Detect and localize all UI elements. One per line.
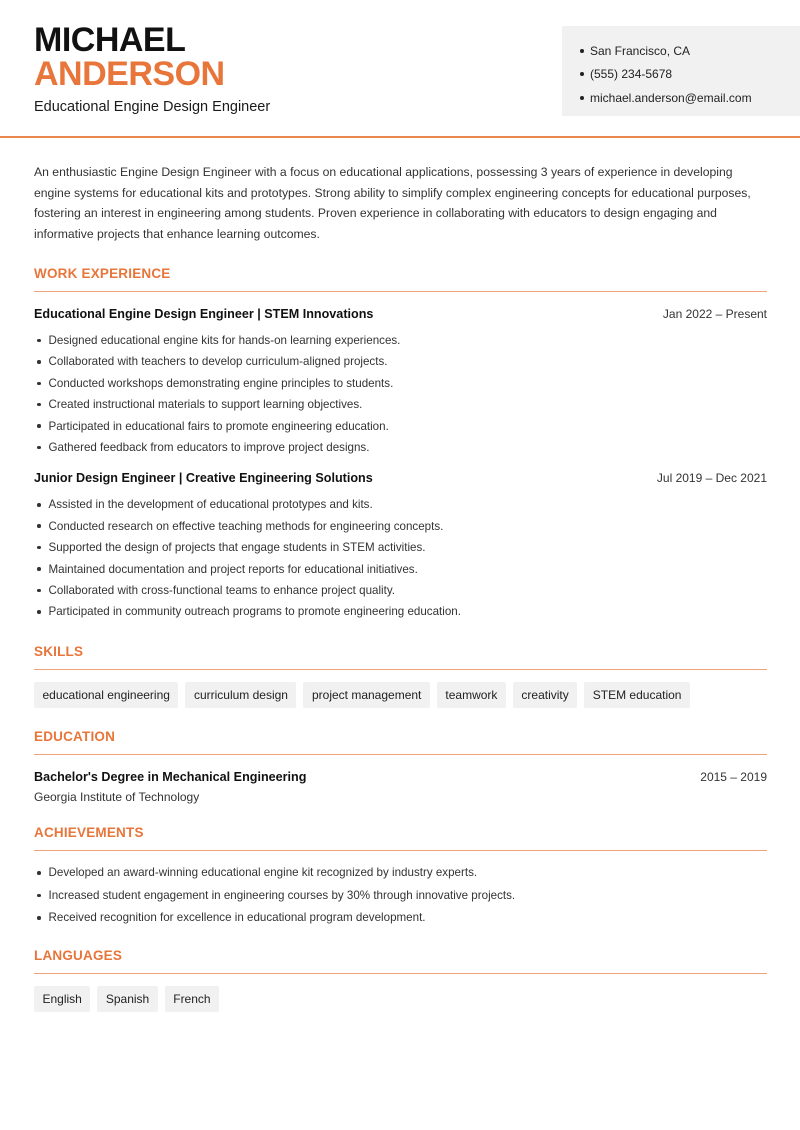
list-item-text: Collaborated with cross-functional teams to enhance project quality. — [48, 583, 395, 597]
skill-tag: project management — [303, 682, 429, 708]
list-item-text: Developed an award-winning educational engine kit recognized by industry experts. — [48, 866, 478, 880]
job-dates: Jul 2019 – Dec 2021 — [656, 471, 767, 486]
degree-title: Bachelor's Degree in Mechanical Engineering — [34, 769, 307, 784]
list-item-text: Participated in educational fairs to promote engineering education. — [48, 419, 389, 433]
summary: An enthusiastic Engine Design Engineer with a focus on educational applications, possessing 3 years of experience in developing engine systems for educational kits and prototypes. Strong ability to simplify complex engineering concepts for educational purposes, fostering an interest in engineering among students. Proven experience in collaborating with educators to design engaging and informative projects that enhance learning outcomes. — [34, 165, 751, 242]
list-item — [34, 580, 767, 601]
achievements-list — [34, 862, 767, 930]
resume-header — [0, 0, 800, 138]
bullet-icon — [37, 567, 41, 571]
skill-tag: creativity — [513, 682, 577, 708]
bullet-icon — [37, 424, 41, 428]
list-item-text: Designed educational engine kits for hands-on learning experiences. — [48, 334, 401, 347]
bullet-icon — [37, 382, 41, 386]
list-item — [34, 601, 767, 622]
list-item-text: Received recognition for excellence in educational program development. — [48, 911, 426, 925]
section-title-achievements: ACHIEVEMENTS — [34, 825, 767, 851]
list-item-text: Participated in community outreach programs to promote engineering education. — [48, 605, 461, 619]
skill-tag: teamwork — [437, 682, 506, 708]
list-item — [34, 394, 767, 415]
job-bullets — [34, 494, 767, 622]
language-tag: English — [34, 986, 90, 1012]
bullet-icon — [37, 524, 41, 528]
resume-body — [34, 162, 767, 1012]
last-name: ANDERSON — [34, 55, 225, 93]
job-entry — [34, 471, 767, 622]
list-item-text: Collaborated with teachers to develop curriculum-aligned projects. — [48, 355, 388, 369]
bullet-icon — [580, 96, 584, 100]
list-item — [34, 373, 767, 394]
list-item — [34, 862, 767, 885]
skill-tag: curriculum design — [185, 682, 296, 708]
bullet-icon — [37, 503, 41, 507]
education-dates: 2015 – 2019 — [700, 769, 767, 784]
bullet-icon — [37, 360, 41, 364]
section-title-work: WORK EXPERIENCE — [34, 266, 767, 292]
list-item-text: Conducted workshops demonstrating engine principles to students. — [48, 376, 394, 390]
list-item — [34, 351, 767, 372]
school-name: Georgia Institute of Technology — [34, 789, 200, 804]
job-bullets — [34, 330, 767, 458]
language-tag: French — [165, 986, 219, 1012]
contact-location-text: San Francisco, CA — [590, 43, 691, 58]
contact-email[interactable] — [580, 86, 800, 110]
skill-tag: STEM education — [584, 682, 690, 708]
list-item-text: Conducted research on effective teaching methods for engineering concepts. — [48, 519, 444, 533]
contact-location — [580, 39, 800, 63]
language-tag: Spanish — [97, 986, 157, 1012]
list-item-text: Created instructional materials to support learning objectives. — [48, 398, 363, 412]
list-item — [34, 884, 767, 907]
job-title: Educational Engine Design Engineer | STEM Innovations — [34, 306, 374, 321]
list-item-text: Assisted in the development of educational prototypes and kits. — [48, 498, 373, 512]
contact-phone — [580, 63, 800, 87]
list-item — [34, 415, 767, 436]
list-item — [34, 558, 767, 579]
bullet-icon — [37, 589, 41, 593]
bullet-icon — [37, 403, 41, 407]
bullet-icon — [37, 610, 41, 614]
skills-list — [34, 682, 767, 708]
first-name: MICHAEL — [34, 21, 186, 59]
job-dates: Jan 2022 – Present — [662, 306, 767, 321]
list-item — [34, 907, 767, 930]
languages-list — [34, 986, 767, 1012]
list-item-text: Increased student engagement in engineering courses by 30% through innovative projects. — [48, 888, 516, 902]
list-item — [34, 537, 767, 558]
bullet-icon — [37, 916, 41, 920]
list-item — [34, 516, 767, 537]
education-entry — [34, 770, 767, 804]
section-title-skills: SKILLS — [34, 644, 767, 670]
bullet-icon — [37, 546, 41, 550]
contact-box — [562, 26, 800, 116]
bullet-icon — [37, 339, 41, 343]
job-entry — [34, 307, 767, 458]
list-item-text: Maintained documentation and project reports for educational initiatives. — [48, 562, 418, 576]
bullet-icon — [580, 49, 584, 53]
job-title: Junior Design Engineer | Creative Engineering Solutions — [34, 471, 373, 486]
list-item-text: Supported the design of projects that engage students in STEM activities. — [48, 541, 426, 555]
list-item — [34, 494, 767, 515]
skill-tag: educational engineering — [34, 682, 178, 708]
bullet-icon — [37, 871, 41, 875]
bullet-icon — [580, 72, 584, 76]
list-item-text: Gathered feedback from educators to improve project designs. — [48, 440, 370, 454]
bullet-icon — [37, 894, 41, 898]
section-title-languages: LANGUAGES — [34, 948, 767, 974]
list-item — [34, 330, 767, 351]
contact-phone-text: (555) 234-5678 — [590, 67, 673, 82]
list-item — [34, 437, 767, 458]
job-role: Educational Engine Design Engineer — [34, 99, 271, 115]
section-title-education: EDUCATION — [34, 729, 767, 755]
bullet-icon — [37, 446, 41, 450]
contact-email-text[interactable]: michael.anderson@email.com — [590, 90, 752, 105]
